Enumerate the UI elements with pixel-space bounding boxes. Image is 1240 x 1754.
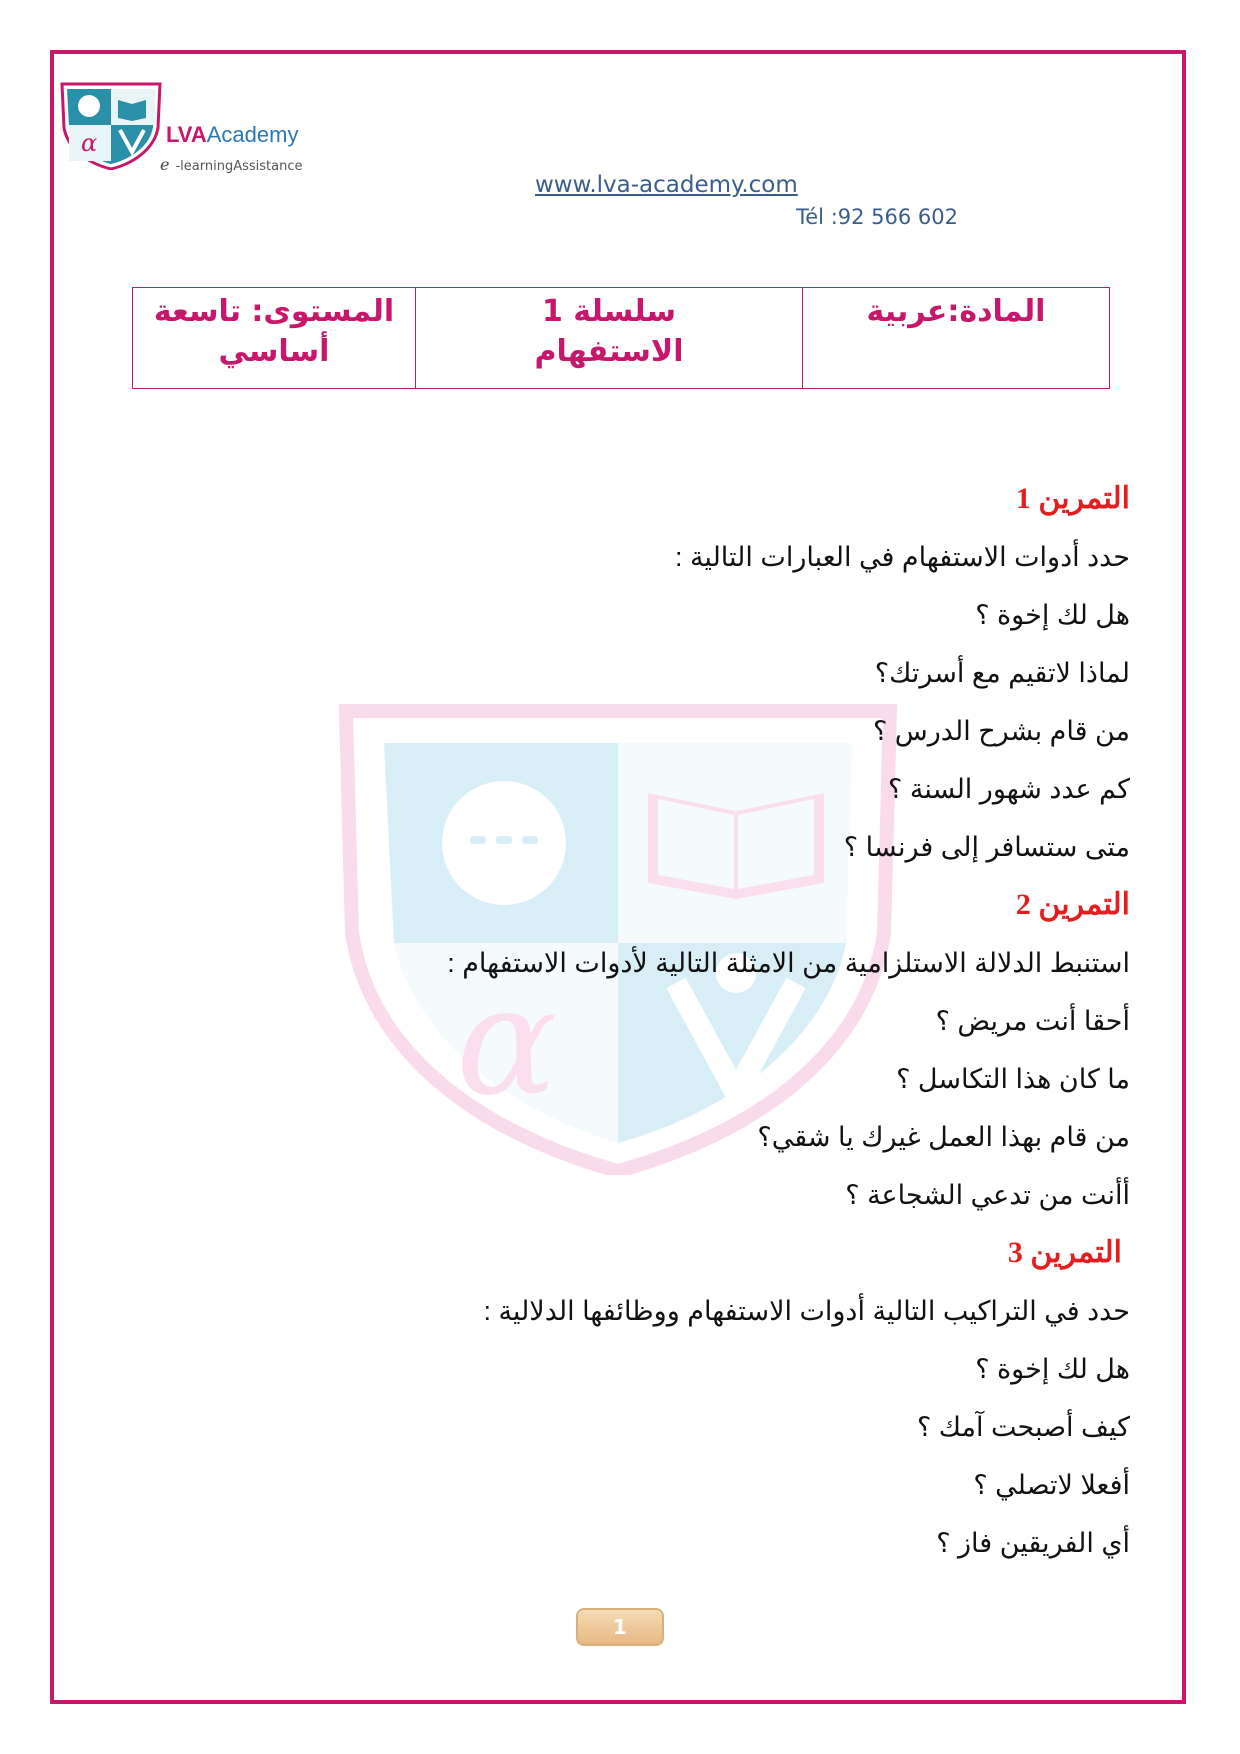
- subject-label: المادة:عربية: [866, 294, 1046, 329]
- svg-text:α: α: [81, 129, 98, 157]
- level-label: المستوى: تاسعة: [153, 294, 395, 329]
- exercise-1-instruction: حدد أدوات الاستفهام في العبارات التالية :: [674, 542, 1130, 572]
- list-item: أأنت من تدعي الشجاعة ؟: [845, 1180, 1130, 1210]
- list-item: كيف أصبحت آمك ؟: [916, 1412, 1130, 1442]
- tagline-text: -learningAssistance: [175, 159, 303, 174]
- list-item: متى ستسافر إلى فرنسا ؟: [843, 832, 1130, 862]
- tagline-e: e: [160, 155, 170, 174]
- list-item: من قام بشرح الدرس ؟: [872, 716, 1130, 746]
- exercise-3-title: التمرين 3: [1007, 1236, 1122, 1269]
- list-item: أحقا أنت مريض ؟: [935, 1006, 1130, 1036]
- brand-academy: Academy: [206, 122, 299, 147]
- list-item: كم عدد شهور السنة ؟: [888, 774, 1130, 804]
- page-number-badge: 1: [576, 1608, 664, 1646]
- series-topic: الاستفهام: [534, 334, 684, 369]
- brand-name: [166, 122, 298, 148]
- lva-logo-icon: [58, 80, 164, 170]
- info-table: [132, 287, 1110, 389]
- svg-text:α: α: [456, 955, 558, 1129]
- list-item: ما كان هذا التكاسل ؟: [896, 1064, 1130, 1094]
- exercise-1-title: التمرين 1: [1015, 482, 1130, 515]
- subject-cell: [803, 288, 1110, 389]
- list-item: من قام بهذا العمل غيرك يا شقي؟: [757, 1122, 1130, 1152]
- exercises-content: [230, 470, 1130, 1572]
- list-item: هل لك إخوة ؟: [975, 1354, 1130, 1384]
- list-item: أي الفريقين فاز ؟: [936, 1528, 1130, 1558]
- list-item: لماذا لاتقيم مع أسرتك؟: [874, 658, 1130, 688]
- exercise-2-title: التمرين 2: [1015, 888, 1130, 921]
- exercise-2-instruction: استنبط الدلالة الاستلزامية من الامثلة التالية لأدوات الاستفهام :: [447, 948, 1130, 978]
- level-cell: [133, 288, 416, 389]
- exercise-3-instruction: حدد في التراكيب التالية أدوات الاستفهام ووظائفها الدلالية :: [483, 1296, 1130, 1326]
- list-item: أفعلا لاتصلي ؟: [973, 1470, 1130, 1500]
- level-value: أساسي: [218, 334, 330, 369]
- series-cell: [416, 288, 803, 389]
- phone-number: Tél :92 566 602: [796, 205, 959, 229]
- series-title: سلسلة 1: [541, 294, 677, 329]
- list-item: هل لك إخوة ؟: [975, 600, 1130, 630]
- tagline: [160, 155, 302, 174]
- website-link[interactable]: www.lva-academy.com: [535, 172, 798, 198]
- brand-lva: LVA: [166, 122, 207, 147]
